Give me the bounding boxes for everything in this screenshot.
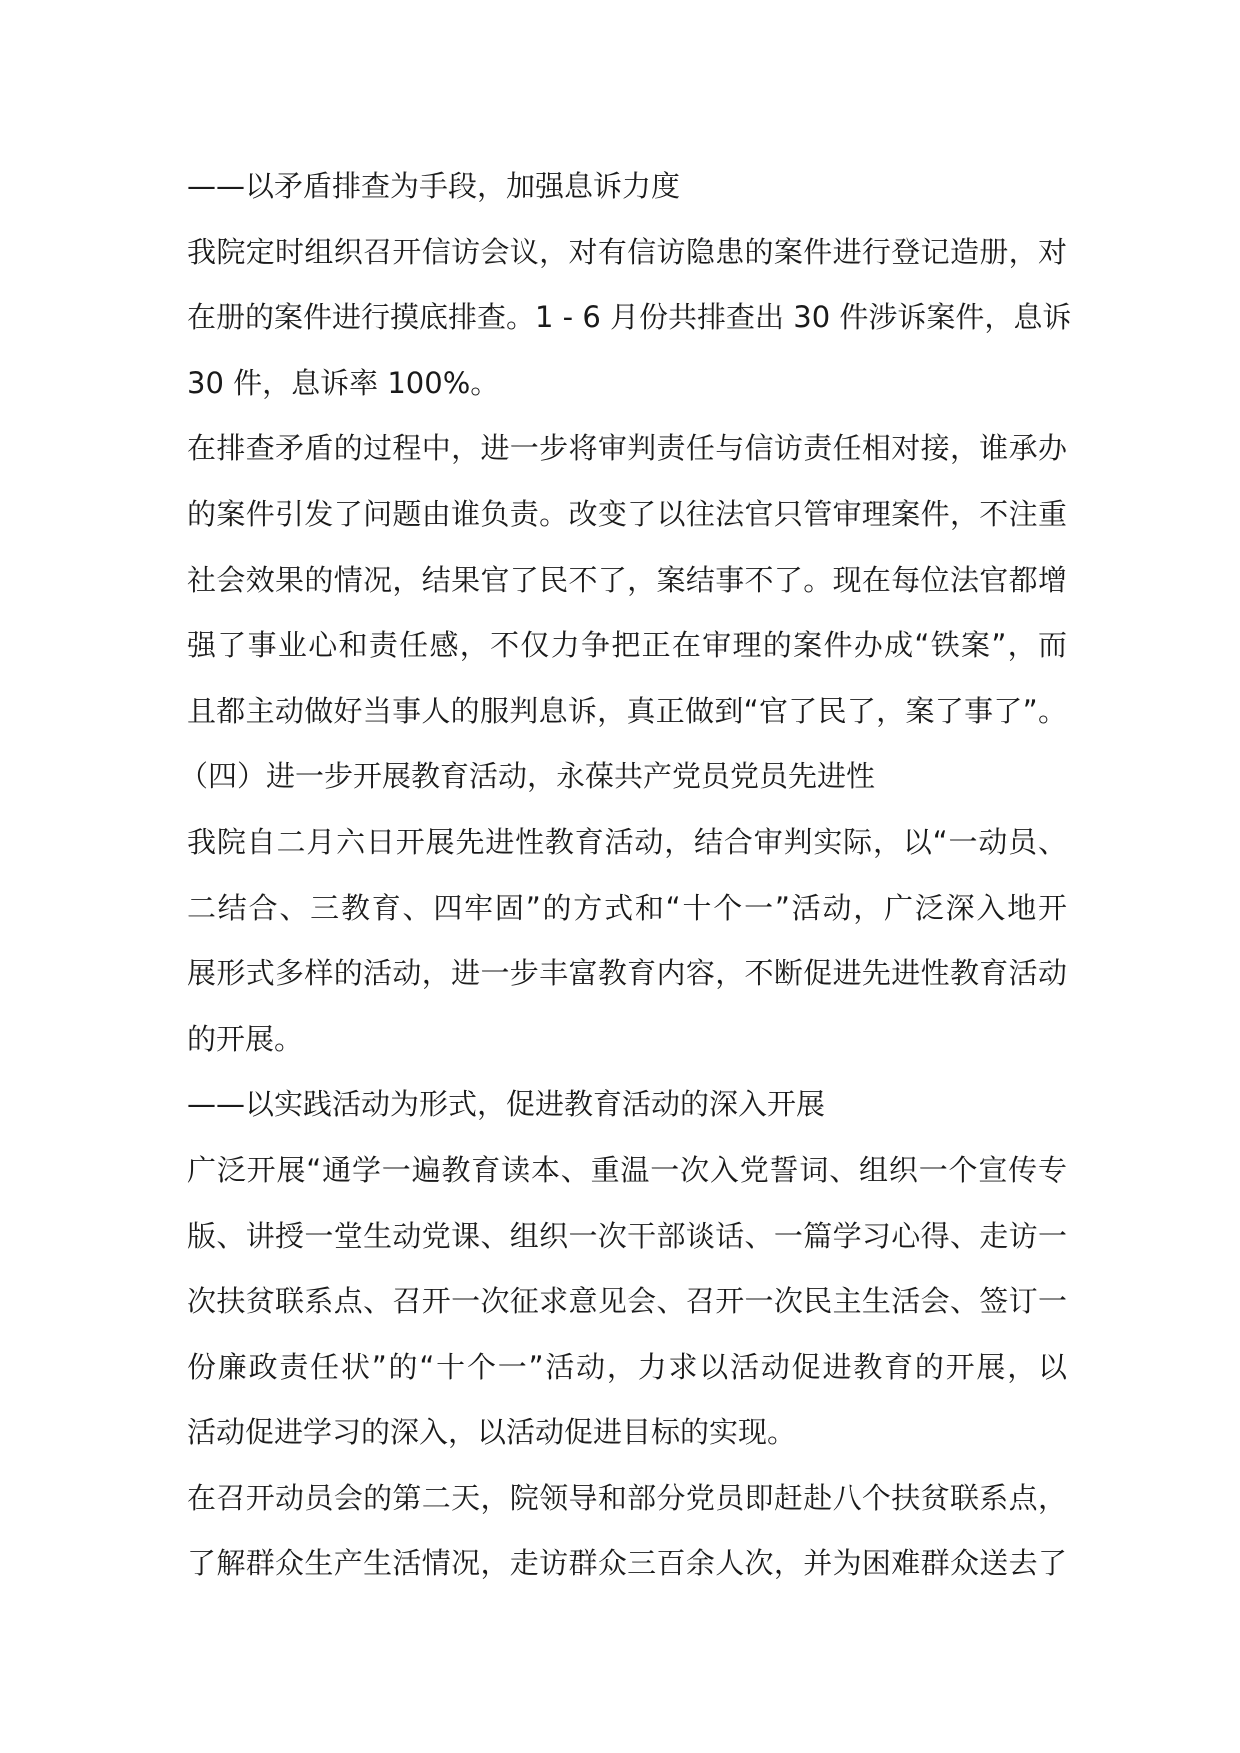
text-line: 我院自二月六日开展先进性教育活动，结合审判实际，以“一动员、 [187,824,1067,859]
document-body [179,154,1072,1597]
text-line: 广泛开展“通学一遍教育读本、重温一次入党誓词、组织一个宣传专 [187,1152,1067,1187]
text-line: 展形式多样的活动，进一步丰富教育内容，不断促进先进性教育活动 [187,956,1067,991]
text-line: 的开展。 [187,1021,304,1056]
text-line: 二结合、三教育、四牢固”的方式和“十个一”活动，广泛深入地开 [187,890,1067,925]
text-line: 版、讲授一堂生动党课、组织一次干部谈话、一篇学习心得、走访一 [187,1218,1067,1253]
text-line: 30 件，息诉率 100%。 [187,365,500,400]
text-line: 且都主动做好当事人的服判息诉，真正做到“官了民了，案了事了”。 [187,693,1067,728]
text-line: 在召开动员会的第二天，院领导和部分党员即赶赴八个扶贫联系点， [187,1480,1067,1515]
text-line: 的案件引发了问题由谁负责。改变了以往法官只管审理案件，不注重 [187,496,1067,531]
text-line: 社会效果的情况，结果官了民不了，案结事不了。现在每位法官都增 [187,562,1067,597]
text-line: 在册的案件进行摸底排查。1 - 6 月份共排查出 30 件涉诉案件，息诉 [187,300,1072,335]
text-line: 份廉政责任状”的“十个一”活动，力求以活动促进教育的开展，以 [187,1349,1067,1384]
text-line: 次扶贫联系点、召开一次征求意见会、召开一次民主生活会、签订一 [187,1284,1067,1319]
text-line: ——以矛盾排查为手段，加强息诉力度 [187,169,681,203]
text-line: 强了事业心和责任感，不仅力争把正在审理的案件办成“铁案”，而 [187,628,1067,663]
text-line: 活动促进学习的深入，以活动促进目标的实现。 [187,1415,797,1450]
text-line: 了解群众生产生活情况，走访群众三百余人次，并为困难群众送去了 [187,1546,1067,1581]
text-line: 我院定时组织召开信访会议，对有信访隐患的案件进行登记造册，对 [187,234,1067,269]
text-line: （四）进一步开展教育活动，永葆共产党员党员先进性 [179,759,876,794]
text-line: 在排查矛盾的过程中，进一步将审判责任与信访责任相对接，谁承办 [187,431,1067,466]
text-line: ——以实践活动为形式，促进教育活动的深入开展 [187,1087,826,1122]
